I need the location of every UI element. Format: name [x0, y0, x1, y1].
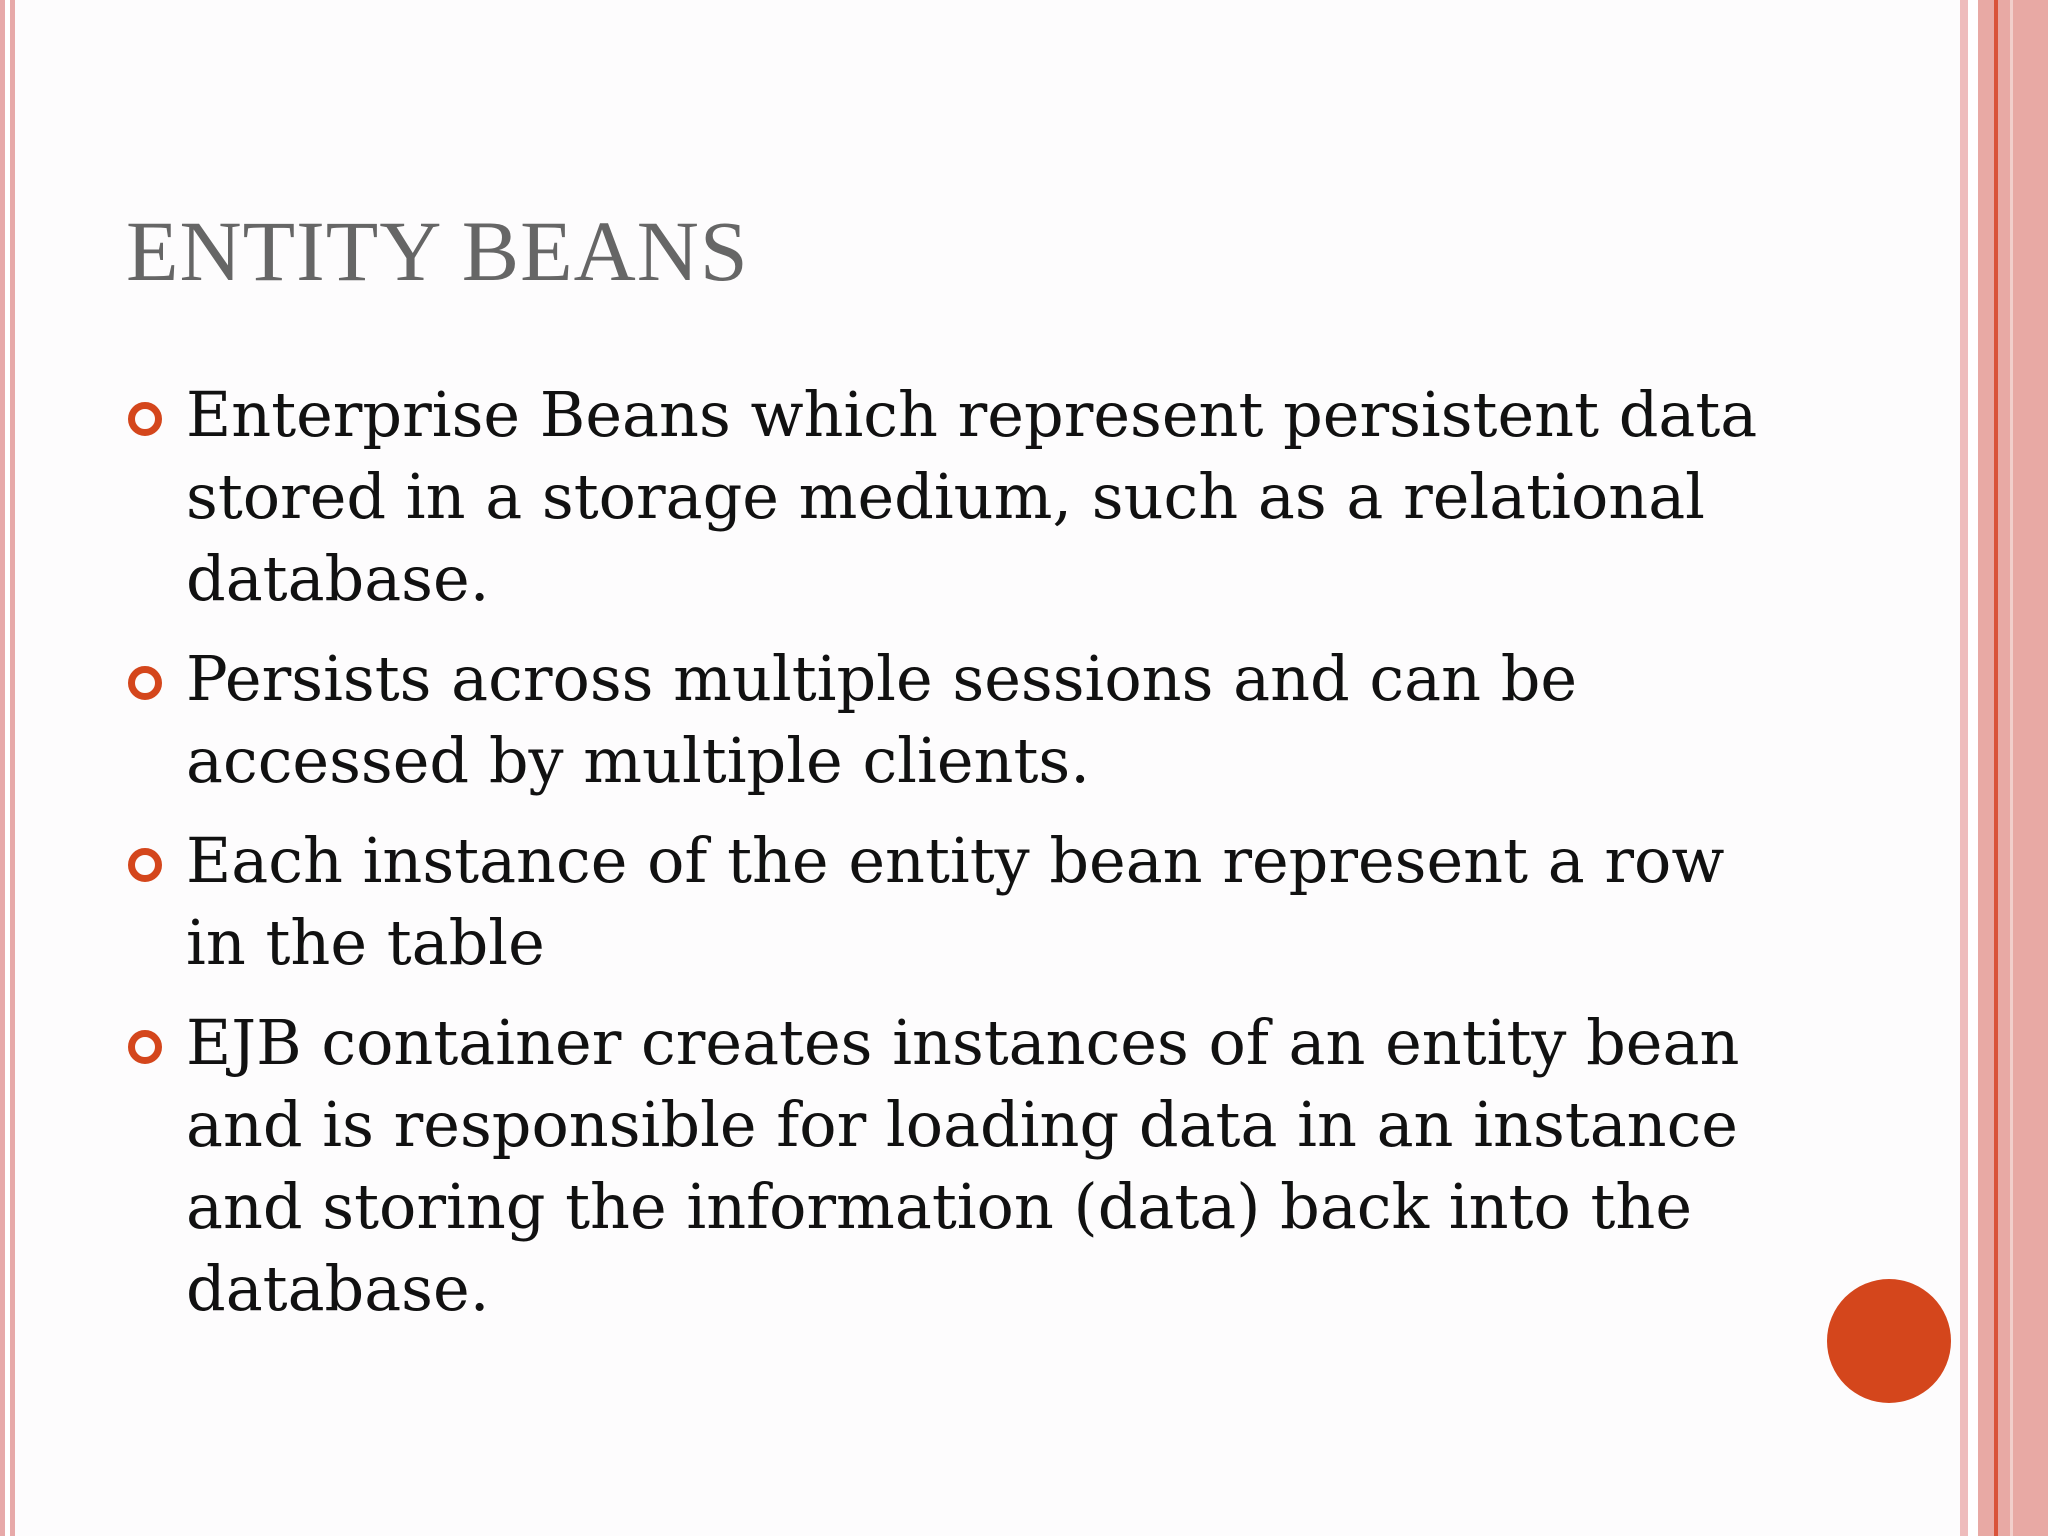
right-border-band: [1960, 0, 1968, 1536]
bullet-list: [128, 374, 1768, 1348]
right-border-panel: [1978, 0, 2048, 1536]
accent-circle-icon: [1827, 1279, 1951, 1403]
bullet-text: Persists across multiple sessions and can be accessed by multiple clients.: [186, 642, 1578, 797]
bullet-item: [128, 638, 1768, 802]
bullet-text: EJB container creates instances of an entity bean and is responsible for loading data in an instance and storing the information (data) back into the database.: [186, 1006, 1740, 1325]
right-border-gap: [1968, 0, 1978, 1536]
hollow-circle-icon: [128, 666, 162, 700]
hollow-circle-icon: [128, 848, 162, 882]
slide-title: ENTITY BEANS: [126, 203, 749, 299]
right-border-line: [1994, 0, 1998, 1536]
bullet-item: [128, 1002, 1768, 1330]
right-border-line-light: [2010, 0, 2013, 1536]
hollow-circle-icon: [128, 402, 162, 436]
bullet-text: Each instance of the entity bean represent a row in the table: [186, 824, 1725, 979]
hollow-circle-icon: [128, 1030, 162, 1064]
bullet-item: [128, 374, 1768, 620]
left-border-rule: [0, 0, 18, 1536]
bullet-text: Enterprise Beans which represent persistent data stored in a storage medium, such as a relational database.: [186, 378, 1758, 615]
bullet-item: [128, 820, 1768, 984]
